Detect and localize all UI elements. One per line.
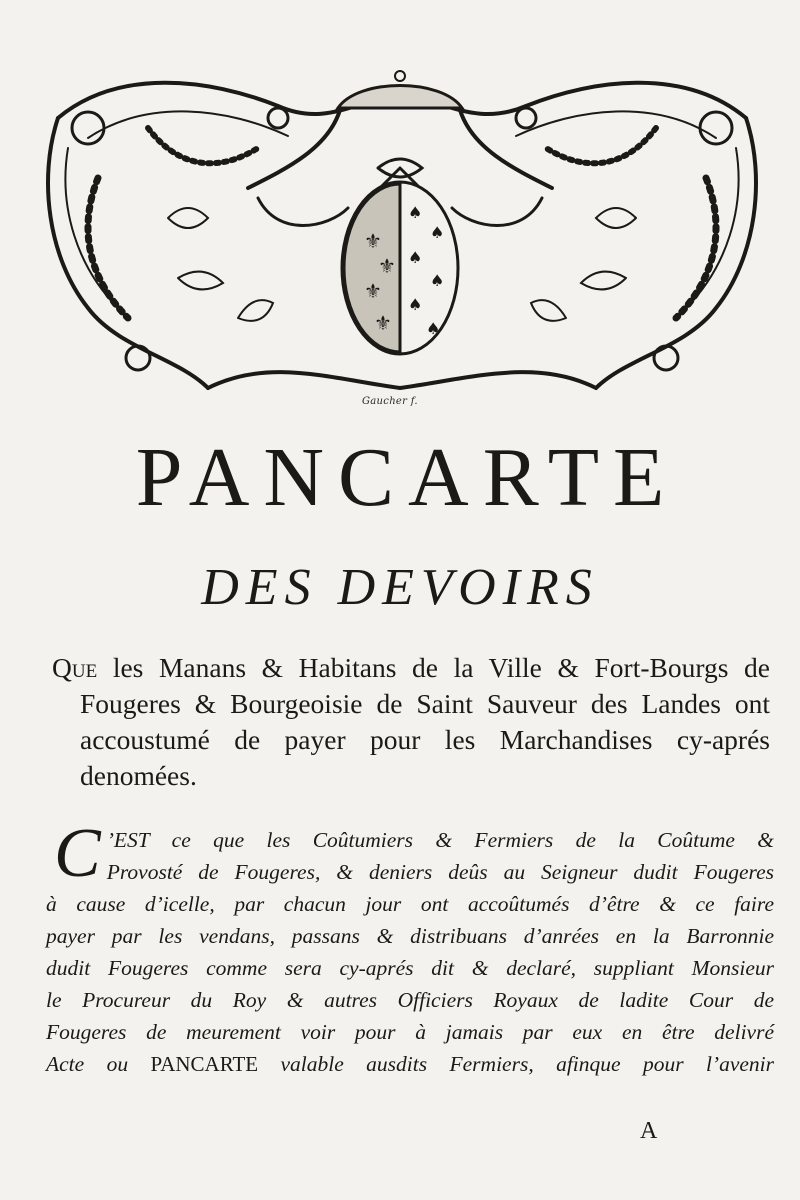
page-title: PANCARTE: [135, 431, 679, 524]
coat-of-arms: [342, 182, 458, 354]
vignette-canopy: [338, 86, 462, 109]
body-paragraph: [46, 815, 775, 1080]
body-line: Fougeres de meurement voir pour à jamais par eux en être delivré: [46, 1020, 774, 1044]
svg-text:♠: ♠: [430, 223, 445, 242]
body-line-last: [46, 1048, 774, 1080]
body-line: ’EST ce que les Coûtumiers & Fermiers de la Coûtume &: [106, 828, 774, 852]
svg-text:⚜: ⚜: [378, 254, 396, 278]
body-line: payer par les vendans, passans & distribuans d’anrées en la Barronnie: [46, 924, 774, 948]
engraver-signature: Gaucher f.: [362, 396, 418, 407]
drop-cap: C: [54, 815, 101, 892]
svg-text:⚜: ⚜: [364, 279, 382, 303]
vignette-left-garland: [148, 128, 258, 163]
svg-text:♠: ♠: [408, 203, 423, 222]
svg-text:⚜: ⚜: [374, 311, 392, 335]
body-text-fragment: valable ausdits Fermiers, afinque pour l’avenir: [280, 1052, 775, 1076]
svg-text:⚜: ⚜: [364, 229, 382, 253]
preamble-lead-word: Que: [52, 652, 98, 683]
body-line: dudit Fougeres comme sera cy-aprés dit & declaré, suppliant Monsieur: [46, 956, 774, 980]
svg-text:♠: ♠: [426, 319, 441, 338]
body-line: le Procureur du Roy & autres Officiers Royaux de ladite Cour de: [46, 988, 774, 1012]
svg-text:♠: ♠: [408, 248, 423, 267]
body-line: Provosté de Fougeres, & deniers deûs au Seigneur dudit Fougeres: [106, 860, 774, 884]
body-text-fragment: Acte ou: [46, 1052, 129, 1076]
body-line: à cause d’icelle, par chacun jour ont accoûtumés d’être & ce faire: [46, 892, 774, 916]
preamble-text: les Manans & Habitans de la Ville & Fort-Bourgs de Fougeres & Bourgeoisie de Saint Sauveur des Landes ont accoustumé de payer pour les Marchandises cy-aprés denomées.: [80, 652, 771, 791]
signature-mark: A: [640, 1118, 658, 1144]
vignette-bottom-scroll: [208, 372, 596, 388]
preamble-paragraph: [52, 650, 770, 794]
engraved-vignette: [28, 58, 776, 408]
svg-text:♠: ♠: [430, 271, 445, 290]
vignette-right-garland: [546, 128, 656, 163]
pancarte-small-caps: PANCARTE: [150, 1052, 259, 1076]
svg-text:♠: ♠: [408, 295, 423, 314]
page-subtitle: DES DEVOIRS: [201, 559, 599, 616]
